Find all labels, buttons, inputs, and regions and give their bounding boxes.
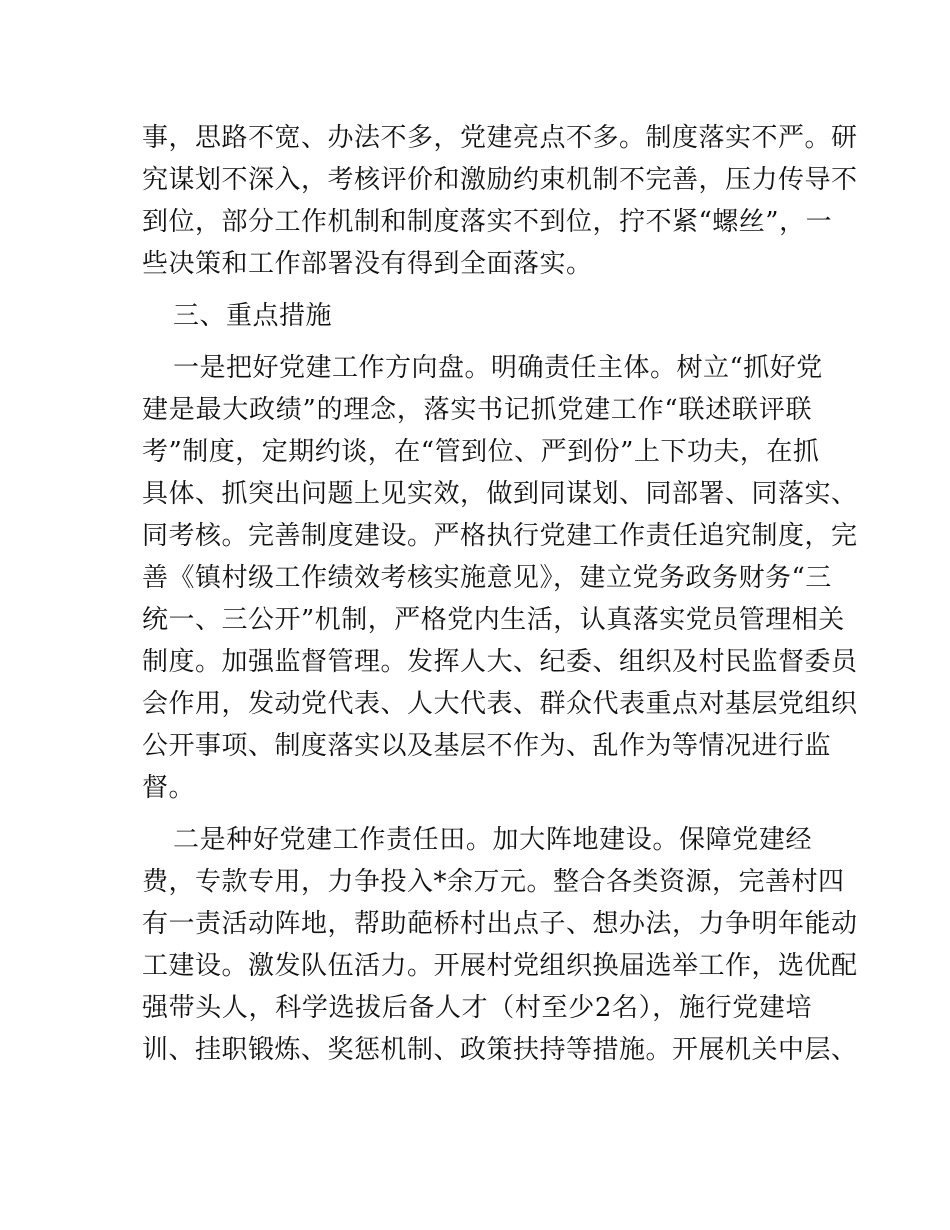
text-line: 考”制度，定期约谈，在“管到位、严到份”上下功夫，在抓: [142, 437, 820, 467]
paragraph-measure-two: [142, 819, 858, 1071]
section-heading: [142, 295, 812, 337]
text-line: 到位，部分工作机制和制度落实不到位，拧不紧“螺丝”，一: [142, 207, 833, 237]
text-line: 些决策和工作部署没有得到全面落实。: [142, 249, 593, 279]
text-line: 建是最大政绩”的理念，落实书记抓党建工作“联述联评联: [142, 395, 812, 425]
text-line: 费，专款专用，力争投入*余万元。整合各类资源，完善村四: [142, 867, 845, 897]
text-line: 有一责活动阵地，帮助葩桥村出点子、想办法，力争明年能动: [142, 909, 858, 939]
text-line: 一是把好党建工作方向盘。明确责任主体。树立“抓好党: [173, 353, 823, 383]
text-line: 工建设。激发队伍活力。开展村党组织换届选举工作，选优配: [142, 951, 858, 981]
text-line: 事，思路不宽、办法不多，党建亮点不多。制度落实不严。研: [142, 123, 858, 153]
paragraph-spacer: [142, 809, 812, 819]
text-line: 善《镇村级工作绩效考核实施意见》，建立党务政务财务“三: [142, 563, 832, 593]
paragraph-spacer: [142, 337, 812, 347]
paragraph-measure-one: [142, 347, 858, 809]
text-line: 究谋划不深入，考核评价和激励约束机制不完善，压力传导不: [142, 165, 858, 195]
text-line: 强带头人，科学选拔后备人才（村至少2名），施行党建培: [142, 993, 812, 1023]
document-body: [142, 117, 858, 1071]
text-line: 公开事项、制度落实以及基层不作为、乱作为等情况进行监: [142, 731, 832, 761]
text-line: 制度。加强监督管理。发挥人大、纪委、组织及村民监督委员: [142, 647, 858, 677]
paragraph-problems-continued: [142, 117, 858, 285]
text-line: 会作用，发动党代表、人大代表、群众代表重点对基层党组织: [142, 689, 858, 719]
text-line: 统一、三公开”机制，严格党内生活，认真落实党员管理相关: [142, 605, 845, 635]
section-heading-text: 三、重点措施: [173, 301, 333, 331]
text-line: 督。: [142, 773, 196, 803]
text-line: 同考核。完善制度建设。严格执行党建工作责任追究制度，完: [142, 521, 858, 551]
text-line: 二是种好党建工作责任田。加大阵地建设。保障党建经: [173, 825, 812, 855]
text-line: 训、挂职锻炼、奖惩机制、政策扶持等措施。开展机关中层、: [142, 1035, 858, 1065]
paragraph-spacer: [142, 285, 812, 295]
text-line: 具体、抓突出问题上见实效，做到同谋划、同部署、同落实、: [142, 479, 858, 509]
